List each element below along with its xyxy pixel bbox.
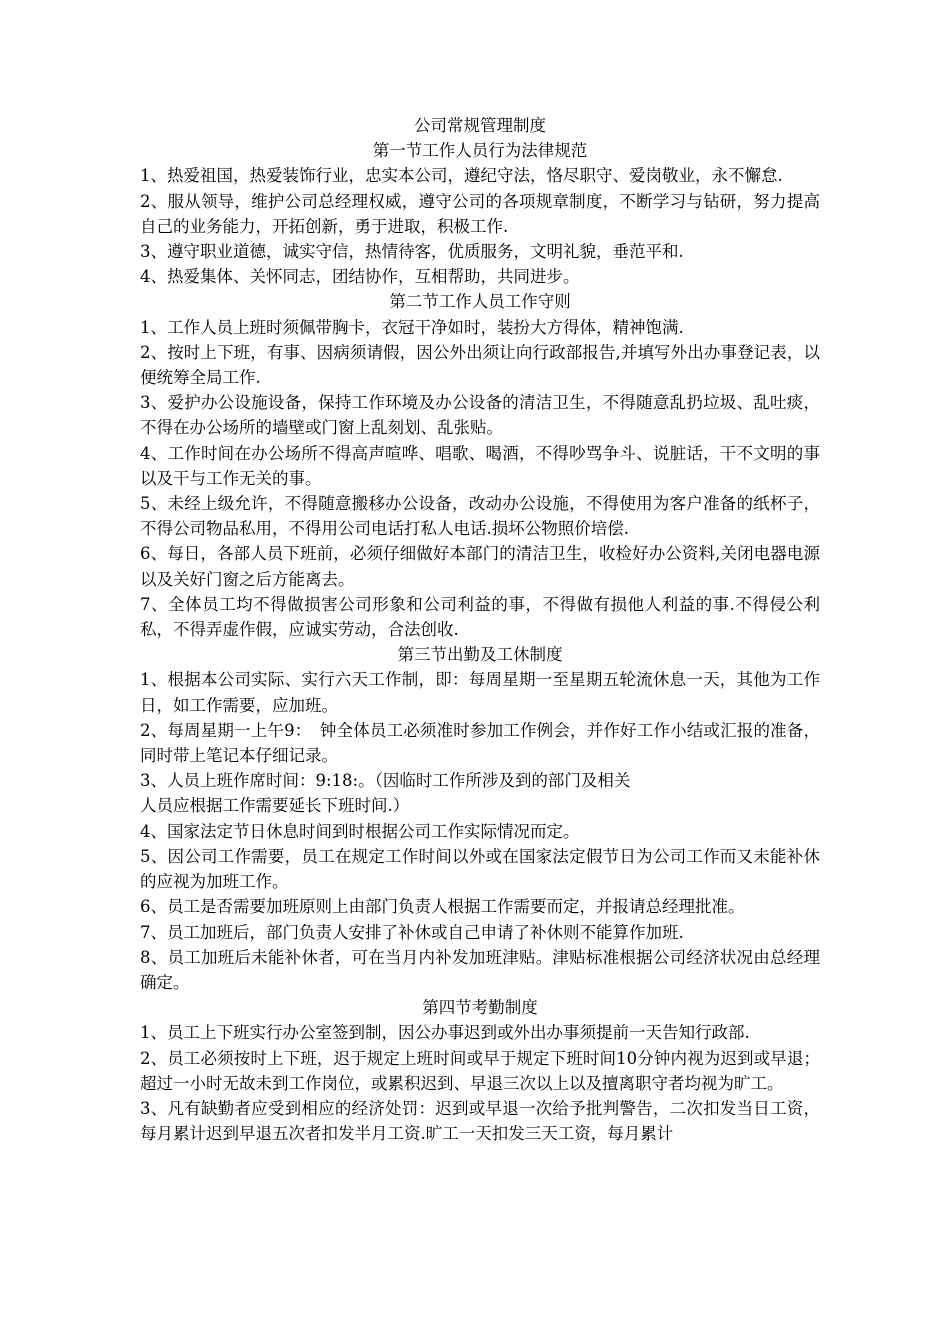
section-heading: 第四节考勤制度 [422, 998, 538, 1018]
paragraph: 8、员工加班后未能补休者，可在当月内补发加班津贴。津贴标准根据公司经济状况由总经理确定。 [140, 947, 820, 992]
paragraph: 4、热爱集体、关怀同志，团结协作，互相帮助，共同进步。 [140, 267, 580, 287]
paragraph: 2、员工必须按时上下班，迟于规定上班时间或早于规定下班时间10分钟内视为迟到或早退；超过一小时无故未到工作岗位，或累积迟到、早退三次以上以及擅离职守者均视为旷工。 [140, 1048, 820, 1093]
paragraph: 5、因公司工作需要，员工在规定工作时间以外或在国家法定假节日为公司工作而又未能补休的应视为加班工作。 [140, 846, 820, 892]
paragraph: 4、工作时间在办公场所不得高声喧哗、唱歌、喝酒，不得吵骂争斗、说脏话，干不文明的事以及干与工作无关的事。 [140, 443, 820, 488]
document-page [140, 113, 820, 1146]
paragraph: 6、每日，各部人员下班前，必须仔细做好本部门的清洁卫生，收检好办公资料,关闭电器电源以及关好门窗之后方能离去。 [140, 544, 820, 589]
paragraph: 7、员工加班后，部门负责人安排了补休或自己申请了补休则不能算作加班. [140, 922, 684, 942]
section-3 [140, 642, 820, 995]
paragraph: 3、爱护办公设施设备，保持工作环境及办公设备的清洁卫生，不得随意乱扔垃圾、乱吐痰，不得在办公场所的墙壁或门窗上乱刻划、乱张贴。 [140, 393, 820, 438]
document-title: 公司常规管理制度 [414, 116, 546, 135]
paragraph: 3、人员上班作席时间：9:18:。（因临时工作所涉及到的部门及相关 [140, 771, 631, 791]
paragraph: 2、服从领导，维护公司总经理权威，遵守公司的各项规章制度，不断学习与钻研，努力提高自己的业务能力，开拓创新，勇于进取，积极工作. [140, 191, 820, 236]
section-2 [140, 289, 820, 642]
paragraph: 1、员工上下班实行办公室签到制，因公办事迟到或外出办事须提前一天告知行政部. [140, 1023, 750, 1043]
section-heading: 第二节工作人员工作守则 [389, 292, 571, 312]
paragraph: 1、根据本公司实际、实行六天工作制，即：每周星期一至星期五轮流休息一天，其他为工作日，如工作需要，应加班。 [140, 670, 820, 715]
paragraph: 3、遵守职业道德，诚实守信，热情待客，优质服务，文明礼貌，垂范平和. [140, 242, 684, 262]
paragraph: 6、员工是否需要加班原则上由部门负责人根据工作需要而定，并报请总经理批准。 [140, 897, 745, 917]
paragraph: 7、全体员工均不得做损害公司形象和公司利益的事，不得做有损他人利益的事.不得侵公利私，不得弄虚作假，应诚实劳动，合法创收. [140, 594, 820, 640]
paragraph: 1、热爱祖国，热爱装饰行业，忠实本公司，遵纪守法，恪尽职守、爱岗敬业，永不懈怠. [140, 166, 783, 186]
paragraph: 3、凡有缺勤者应受到相应的经济处罚：迟到或早退一次给予批判警告，二次扣发当日工资，每月累计迟到早退五次者扣发半月工资.旷工一天扣发三天工资，每月累计 [140, 1098, 820, 1144]
section-4 [140, 995, 820, 1146]
paragraph: 4、国家法定节日休息时间到时根据公司工作实际情况而定。 [140, 821, 580, 841]
paragraph: 人员应根据工作需要延长下班时间.） [140, 796, 410, 816]
paragraph: 1、工作人员上班时须佩带胸卡，衣冠干净如时，装扮大方得体，精神饱满. [140, 317, 684, 337]
paragraph: 2、按时上下班，有事、因病须请假，因公外出须让向行政部报告,并填写外出办事登记表，以便统筹全局工作. [140, 342, 820, 388]
paragraph: 5、未经上级允许，不得随意搬移办公设备，改动办公设施，不得使用为客户准备的纸杯子，不得公司物品私用，不得用公司电话打私人电话.损坏公物照价培偿. [140, 494, 820, 539]
section-1 [140, 138, 820, 289]
paragraph: 2、每周星期一上午9： 钟全体员工必须准时参加工作例会，并作好工作小结或汇报的准备，同时带上笔记本仔细记录。 [140, 720, 820, 766]
section-heading: 第一节工作人员行为法律规范 [372, 141, 588, 161]
section-heading: 第三节出勤及工休制度 [397, 645, 563, 665]
